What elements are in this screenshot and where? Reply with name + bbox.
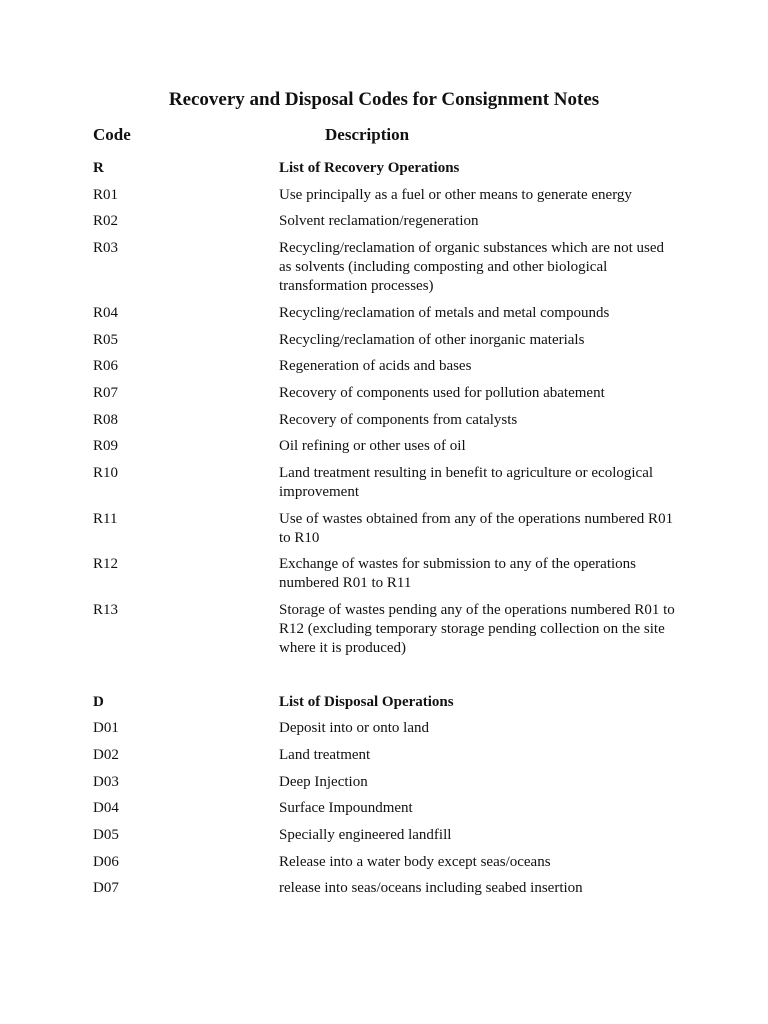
code-cell: D03 [93, 774, 119, 790]
description-cell: Exchange of wastes for submission to any of the operations numbered R01 to R11 [279, 556, 637, 591]
code-cell: R13 [93, 602, 119, 618]
code-cell: R07 [93, 385, 119, 401]
page-title: Recovery and Disposal Codes for Consignment Notes [168, 89, 600, 110]
code-cell: R11 [93, 511, 118, 527]
description-column-header: Description [325, 125, 410, 144]
description-cell: Recovery of components from catalysts [279, 412, 518, 428]
code-cell: D [93, 694, 104, 710]
description-cell: Solvent reclamation/regeneration [279, 213, 479, 229]
code-cell: D01 [93, 720, 119, 736]
description-cell: Recycling/reclamation of other inorganic materials [279, 332, 585, 348]
code-cell: R01 [93, 187, 119, 203]
description-cell: Release into a water body except seas/oceans [279, 854, 551, 870]
code-cell: D02 [93, 747, 119, 763]
description-cell: Use of wastes obtained from any of the operations numbered R01 to R10 [279, 511, 674, 546]
description-cell: Use principally as a fuel or other means to generate energy [279, 187, 632, 203]
description-cell: Recycling/reclamation of organic substances which are not used as solvents (including composting and other biological transformation processes) [279, 240, 665, 294]
description-cell: Recovery of components used for pollution abatement [279, 385, 605, 401]
code-cell: R04 [93, 305, 119, 321]
code-cell: R05 [93, 332, 119, 348]
description-cell: Deposit into or onto land [279, 720, 429, 736]
description-cell: Recycling/reclamation of metals and metal compounds [279, 305, 610, 321]
code-cell: R12 [93, 556, 119, 572]
description-cell: Land treatment resulting in benefit to agriculture or ecological improvement [279, 465, 654, 500]
description-cell: Land treatment [279, 747, 371, 763]
description-cell: Regeneration of acids and bases [279, 358, 472, 374]
code-cell: R09 [93, 438, 119, 454]
code-column-header: Code [93, 125, 131, 144]
description-cell: release into seas/oceans including seabed insertion [279, 880, 583, 896]
code-cell: R06 [93, 358, 119, 374]
description-cell: Surface Impoundment [279, 800, 413, 816]
code-cell: D07 [93, 880, 119, 896]
code-cell: R [93, 160, 104, 176]
code-cell: D05 [93, 827, 119, 843]
code-cell: R08 [93, 412, 119, 428]
code-cell: R03 [93, 240, 119, 256]
code-cell: R02 [93, 213, 119, 229]
description-cell: List of Recovery Operations [279, 160, 460, 176]
description-cell: List of Disposal Operations [279, 694, 454, 710]
code-cell: R10 [93, 465, 119, 481]
description-cell: Deep Injection [279, 774, 368, 790]
description-cell: Oil refining or other uses of oil [279, 438, 466, 454]
code-cell: D06 [93, 854, 119, 870]
description-cell: Storage of wastes pending any of the operations numbered R01 to R12 (excluding temporary storage pending collection on the site where it is produced) [279, 602, 675, 656]
code-cell: D04 [93, 800, 119, 816]
description-cell: Specially engineered landfill [279, 827, 452, 843]
